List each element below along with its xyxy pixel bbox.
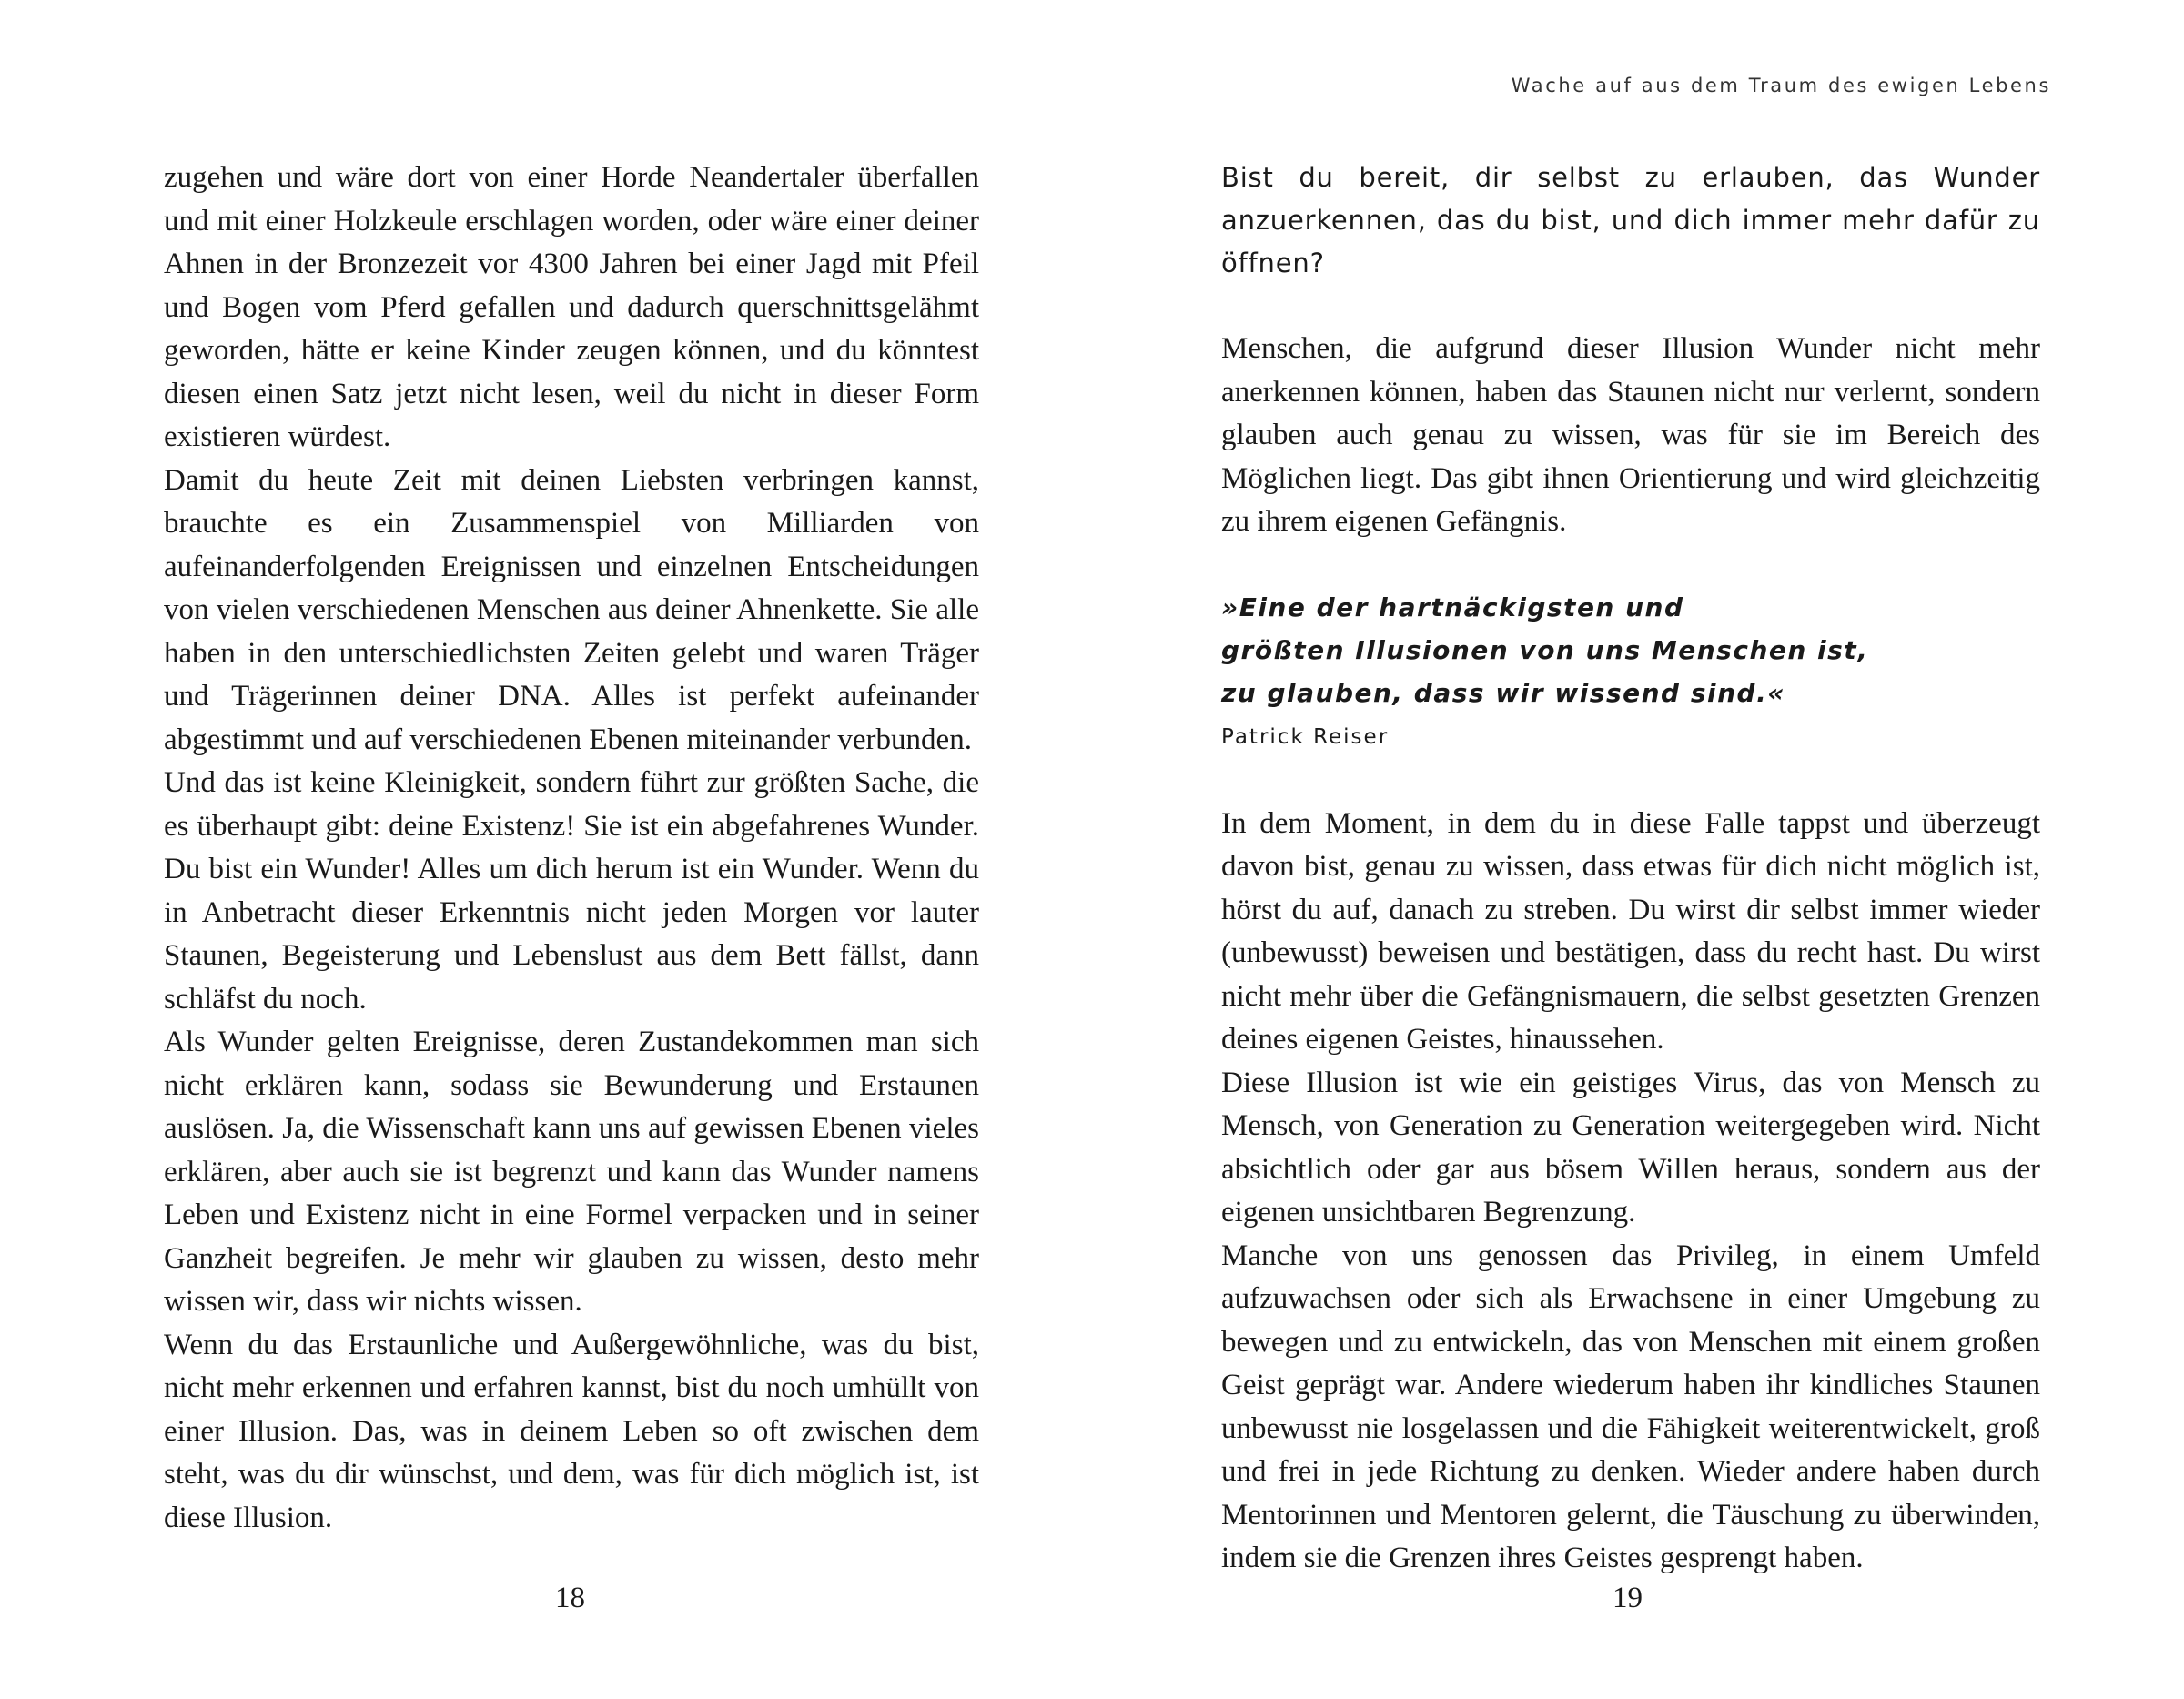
- pull-quote: [1221, 586, 2040, 760]
- paragraph: Diese Illusion ist wie ein geistiges Virus, das von Mensch zu Mensch, von Generation zu Generation weitergegeben wird. Nicht absichtlich oder gar aus bösem Willen heraus, sondern aus der eigenen unsichtbaren Begrenzung.: [1221, 1066, 2040, 1229]
- quote-line: zu glauben, dass wir wissend sind.«: [1221, 677, 1785, 708]
- paragraph: Damit du heute Zeit mit deinen Liebsten verbringen kannst, brauchte es ein Zusammenspiel von Milliarden von aufeinanderfolgenden Ereignissen und einzelnen Entscheidungen von vielen verschiedenen Menschen aus deiner Ahnenkette. Sie alle haben in den unterschiedlichsten Zeiten gelebt und waren Träger und Trägerinnen deiner DNA. Alles ist perfekt aufeinander abgestimmt und auf verschiedenen Ebenen miteinander verbunden.: [164, 463, 979, 756]
- paragraph: Manche von uns genossen das Privileg, in einem Umfeld aufzuwachsen oder sich als Erwachsene in einer Umgebung zu bewegen und zu entwickeln, das von Menschen mit einem großen Geist geprägt war. Andere wiederum haben ihr kindliches Staunen unbewusst nie losgelassen und die Fähigkeit weiterentwickelt, groß und frei in jede Richtung zu denken. Wieder andere haben durch Mentorinnen und Mentoren gelernt, die Täuschung zu überwinden, indem sie die Grenzen ihres Geistes gesprengt haben.: [1221, 1239, 2040, 1574]
- reflection-question: Bist du bereit, dir selbst zu erlauben, das Wunder anzuerkennen, das du bist, und dich immer mehr dafür zu öffnen?: [1221, 162, 2040, 278]
- right-page-body: [1221, 157, 2040, 1581]
- paragraph: Als Wunder gelten Ereignisse, deren Zustandekommen man sich nicht erklären kann, sodass sie Bewunderung und Erstaunen auslösen. Ja, die Wissenschaft kann uns auf gewissen Ebenen vieles erklären, aber auch sie ist begrenzt und kann das Wunder namens Leben und Existenz nicht in eine Formel verpacken und in seiner Ganzheit begreifen. Je mehr wir glauben zu wissen, desto mehr wissen wir, dass wir nichts wissen.: [164, 1026, 979, 1318]
- paragraph: Menschen, die aufgrund dieser Illusion Wunder nicht mehr anerkennen können, haben das Staunen nicht nur verlernt, sondern glauben auch genau zu wissen, was für sie im Bereich des Möglichen liegt. Das gibt ihnen Orientierung und wird gleichzeitig zu ihrem eigenen Gefängnis.: [1221, 332, 2040, 538]
- page-number-right: 19: [1613, 1582, 1643, 1614]
- paragraph: zugehen und wäre dort von einer Horde Neandertaler überfallen und mit einer Holzkeule erschlagen worden, oder wäre einer deiner Ahnen in der Bronzezeit vor 4300 Jahren bei einer Jagd mit Pfeil und Bogen vom Pferd gefallen und dadurch querschnittsgelähmt geworden, hätte er keine Kinder zeugen können, und du könntest diesen einen Satz jetzt nicht lesen, weil du nicht in dieser Form existieren würdest.: [164, 161, 979, 453]
- paragraph: In dem Moment, in dem du in diese Falle tappst und überzeugt davon bist, genau zu wissen, dass etwas für dich nicht möglich ist, hörst du auf, danach zu streben. Du wirst dir selbst immer wieder (unbewusst) beweisen und bestätigen, dass du recht hast. Du wirst nicht mehr über die Gefängnismauern, die selbst gesetzten Grenzen deines eigenen Geistes, hinaussehen.: [1221, 806, 2040, 1056]
- paragraph: Wenn du das Erstaunliche und Außergewöhnliche, was du bist, nicht mehr erkennen und erfahren kannst, bist du noch umhüllt von einer Illusion. Das, was in deinem Leben so oft zwischen dem steht, was du dir wünschst, und dem, was für dich möglich ist, ist diese Illusion.: [164, 1328, 979, 1534]
- quote-line: größten Illusionen von uns Menschen ist,: [1221, 634, 1869, 665]
- left-page-body: [164, 157, 979, 1540]
- page-number-left: 18: [555, 1582, 585, 1614]
- running-header: Wache auf aus dem Traum des ewigen Lebens: [1511, 75, 2051, 96]
- spacer: [1221, 285, 2040, 328]
- quote-author: Patrick Reiser: [1221, 724, 1390, 749]
- paragraph: Und das ist keine Kleinigkeit, sondern führt zur größten Sache, die es überhaupt gibt: deine Existenz! Sie ist ein abgefahrenes Wunder. Du bist ein Wunder! Alles um dich herum ist ein Wunder. Wenn du in Anbetracht dieser Erkenntnis nicht jeden Morgen vor lauter Staunen, Begeisterung und Lebenslust aus dem Bett fällst, dann schläfst du noch.: [164, 766, 979, 1016]
- quote-line: »Eine der hartnäckigsten und: [1221, 592, 1684, 622]
